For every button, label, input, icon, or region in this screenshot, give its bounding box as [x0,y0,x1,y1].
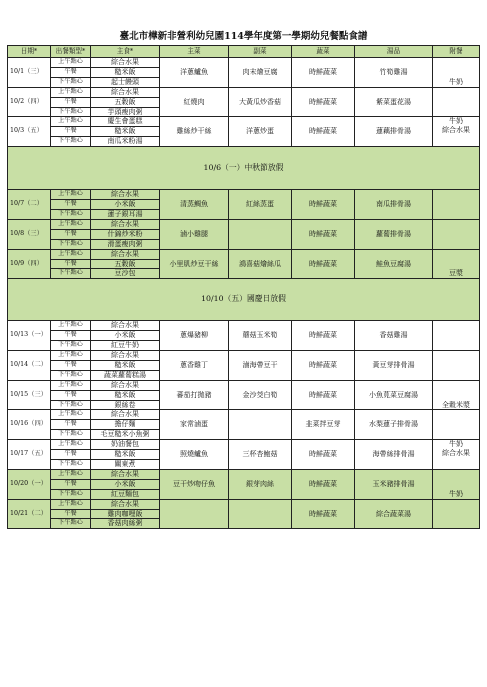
day-date: 10/17（五） [8,440,51,470]
meal-type: 午餐 [51,127,91,137]
main-dish: 蕃茄打拋豬 [160,380,229,410]
header-row [8,46,480,58]
day-date: 10/14（二） [8,351,51,381]
header-main-dish: 主菜 [160,46,229,58]
day-date: 10/1（三） [8,58,51,88]
soup-dish: 南瓜排骨湯 [355,190,433,220]
main-dish: 照燒鱸魚 [160,440,229,470]
meal-type: 午餐 [51,331,91,341]
main-dish: 紅燒肉 [160,87,229,117]
staple-item: 香菇肉絲粥 [91,519,160,529]
main-dish: 小里肌炒豆干絲 [160,249,229,279]
menu-row [8,249,480,259]
meal-type: 上午點心 [51,117,91,127]
menu-row [8,58,480,68]
side-dish: 滷海帶豆干 [229,351,292,381]
staple-item: 豆沙包 [91,269,160,279]
extra-item [433,219,480,249]
extra-item: 牛奶 [433,469,480,499]
staple-item: 蔬菜蘿蔔糕湯 [91,370,160,380]
main-dish [160,499,229,529]
side-dish [229,219,292,249]
side-dish: 肉末燴豆腐 [229,58,292,88]
meal-type: 下午點心 [51,519,91,529]
staple-item: 南瓜米粉湯 [91,137,160,147]
day-date: 10/21（二） [8,499,51,529]
header-side-dish: 副菜 [229,46,292,58]
menu-row [8,117,480,127]
meal-type: 下午點心 [51,239,91,249]
day-date: 10/3（五） [8,117,51,147]
staple-item: 小米飯 [91,331,160,341]
side-dish: 金沙茭白筍 [229,380,292,410]
soup-dish: 水梨蓮子排骨湯 [355,410,433,440]
staple-item: 綜合水果 [91,190,160,200]
menu-body [8,58,480,529]
soup-dish: 玉米豬排骨湯 [355,469,433,499]
menu-row [8,440,480,450]
page-title: 臺北市樺新非營利幼兒園114學年度第一學期幼兒餐點食譜 [119,31,368,42]
side-dish: 三杯杏鮑菇 [229,440,292,470]
menu-row [8,410,480,420]
soup-dish: 香菇雞湯 [355,321,433,351]
vegetable-dish: 時鮮蔬菜 [292,499,355,529]
meal-type: 下午點心 [51,269,91,279]
soup-dish: 蘿蔔排骨湯 [355,219,433,249]
meal-type: 上午點心 [51,249,91,259]
staple-item: 綜合水果 [91,321,160,331]
day-date: 10/20（一） [8,469,51,499]
meal-type: 下午點心 [51,137,91,147]
menu-row [8,351,480,361]
extra-item: 全穀米漿 [433,380,480,410]
menu-row [8,469,480,479]
meal-type: 上午點心 [51,469,91,479]
main-dish: 家常滷蛋 [160,410,229,440]
meal-type: 午餐 [51,97,91,107]
menu-table [7,45,480,529]
extra-item [433,87,480,117]
staple-item: 綜合水果 [91,87,160,97]
vegetable-dish: 韭菜拌豆芽 [292,410,355,440]
extra-item [433,499,480,529]
side-dish: 銀芽肉絲 [229,469,292,499]
vegetable-dish: 時鮮蔬菜 [292,190,355,220]
meal-type: 上午點心 [51,499,91,509]
meal-type: 午餐 [51,259,91,269]
header-meal-type: 出餐類型* [51,46,91,58]
day-date: 10/9（四） [8,249,51,279]
meal-type: 午餐 [51,67,91,77]
staple-item: 綜合水果 [91,58,160,68]
staple-item: 擔仔麵 [91,420,160,430]
soup-dish: 紫菜蛋花湯 [355,87,433,117]
meal-type: 上午點心 [51,351,91,361]
side-dish: 鴻喜菇燴絲瓜 [229,249,292,279]
side-dish [229,499,292,529]
meal-type: 下午點心 [51,460,91,470]
staple-item: 毛豆糙米小魚粥 [91,430,160,440]
side-dish: 紅絲蒸蛋 [229,190,292,220]
meal-type: 上午點心 [51,87,91,97]
vegetable-dish: 時鮮蔬菜 [292,249,355,279]
staple-item: 小米飯 [91,200,160,210]
vegetable-dish: 時鮮蔬菜 [292,321,355,351]
staple-item: 芋頭瘦肉粥 [91,107,160,117]
side-dish: 大黃瓜炒香菇 [229,87,292,117]
day-date: 10/8（三） [8,219,51,249]
meal-type: 下午點心 [51,370,91,380]
staple-item: 綜合水果 [91,351,160,361]
day-date: 10/7（二） [8,190,51,220]
meal-type: 午餐 [51,390,91,400]
meal-type: 下午點心 [51,489,91,499]
staple-item: 綜合水果 [91,380,160,390]
staple-item: 關東煮 [91,460,160,470]
vegetable-dish: 時鮮蔬菜 [292,219,355,249]
staple-item: 奶油餐包 [91,440,160,450]
main-dish: 雞絲炒干絲 [160,117,229,147]
meal-type: 上午點心 [51,380,91,390]
day-date: 10/15（三） [8,380,51,410]
staple-item: 雞肉咖哩飯 [91,509,160,519]
holiday-notice: 10/6（一）中秋節放假 [8,147,480,190]
main-dish: 豆干炒吻仔魚 [160,469,229,499]
extra-item [433,190,480,220]
staple-item: 什錦炒米粉 [91,229,160,239]
header-date: 日期* [8,46,51,58]
soup-dish: 黃豆芽排骨湯 [355,351,433,381]
staple-item: 綜合水果 [91,410,160,420]
side-dish: 蘑菇玉米筍 [229,321,292,351]
menu-row [8,190,480,200]
menu-row [8,219,480,229]
meal-type: 午餐 [51,420,91,430]
vegetable-dish: 時鮮蔬菜 [292,117,355,147]
meal-type: 上午點心 [51,219,91,229]
extra-item: 牛奶 綜合水果 [433,117,480,147]
staple-item: 綜合水果 [91,499,160,509]
extra-item [433,410,480,440]
soup-dish: 蓮藕排骨湯 [355,117,433,147]
staple-item: 糙米飯 [91,127,160,137]
main-dish: 洋蔥鱸魚 [160,58,229,88]
staple-item: 紅豆牛奶 [91,341,160,351]
staple-item: 綜合水果 [91,219,160,229]
holiday-row [8,147,480,190]
extra-item: 豆漿 [433,249,480,279]
meal-type: 午餐 [51,229,91,239]
meal-type: 午餐 [51,509,91,519]
meal-type: 上午點心 [51,440,91,450]
soup-dish: 小魚莧菜豆腐湯 [355,380,433,410]
day-date: 10/2（四） [8,87,51,117]
meal-type: 上午點心 [51,321,91,331]
staple-item: 糙米飯 [91,360,160,370]
main-dish: 滷小雞腿 [160,219,229,249]
main-dish: 清蒸鯛魚 [160,190,229,220]
meal-type: 下午點心 [51,77,91,87]
vegetable-dish: 時鮮蔬菜 [292,469,355,499]
staple-item: 糙米飯 [91,390,160,400]
header-vegetable: 蔬菜 [292,46,355,58]
soup-dish: 竹筍雞湯 [355,58,433,88]
staple-item: 五穀飯 [91,97,160,107]
menu-row [8,499,480,509]
header-extra: 附餐 [433,46,480,58]
header-soup: 湯品 [355,46,433,58]
holiday-notice: 10/10（五）國慶日放假 [8,279,480,321]
vegetable-dish: 時鮮蔬菜 [292,58,355,88]
vegetable-dish: 時鮮蔬菜 [292,380,355,410]
vegetable-dish: 時鮮蔬菜 [292,87,355,117]
vegetable-dish: 時鮮蔬菜 [292,440,355,470]
meal-type: 午餐 [51,479,91,489]
staple-item: 糙米飯 [91,67,160,77]
meal-type: 午餐 [51,450,91,460]
extra-item [433,351,480,381]
staple-item: 銀絲卷 [91,400,160,410]
menu-row [8,380,480,390]
staple-item: 滑蛋瘦肉粥 [91,239,160,249]
main-dish: 蔥香雞丁 [160,351,229,381]
day-date: 10/13（一） [8,321,51,351]
header-staple: 主食* [91,46,160,58]
meal-type: 午餐 [51,200,91,210]
meal-type: 下午點心 [51,209,91,219]
main-dish: 蔥爆豬柳 [160,321,229,351]
meal-type: 午餐 [51,360,91,370]
meal-type: 下午點心 [51,107,91,117]
staple-item: 五穀飯 [91,259,160,269]
side-dish [229,410,292,440]
staple-item: 慶生會蛋糕 [91,117,160,127]
menu-row [8,321,480,331]
day-date: 10/16（四） [8,410,51,440]
meal-type: 上午點心 [51,58,91,68]
meal-type: 下午點心 [51,400,91,410]
meal-type: 下午點心 [51,430,91,440]
staple-item: 起士饅頭 [91,77,160,87]
staple-item: 蓮子銀耳湯 [91,209,160,219]
menu-row [8,87,480,97]
soup-dish: 綜合蔬菜湯 [355,499,433,529]
meal-type: 上午點心 [51,190,91,200]
extra-item: 牛奶 [433,58,480,88]
staple-item: 紅豆麵包 [91,489,160,499]
vegetable-dish: 時鮮蔬菜 [292,351,355,381]
extra-item [433,321,480,351]
extra-item: 牛奶 綜合水果 [433,440,480,470]
meal-type: 上午點心 [51,410,91,420]
staple-item: 綜合水果 [91,249,160,259]
soup-dish: 鮭魚豆腐湯 [355,249,433,279]
staple-item: 糙米飯 [91,450,160,460]
soup-dish: 海帶絲排骨湯 [355,440,433,470]
holiday-row [8,279,480,321]
staple-item: 小米飯 [91,479,160,489]
side-dish: 洋蔥炒蛋 [229,117,292,147]
meal-type: 下午點心 [51,341,91,351]
staple-item: 綜合水果 [91,469,160,479]
